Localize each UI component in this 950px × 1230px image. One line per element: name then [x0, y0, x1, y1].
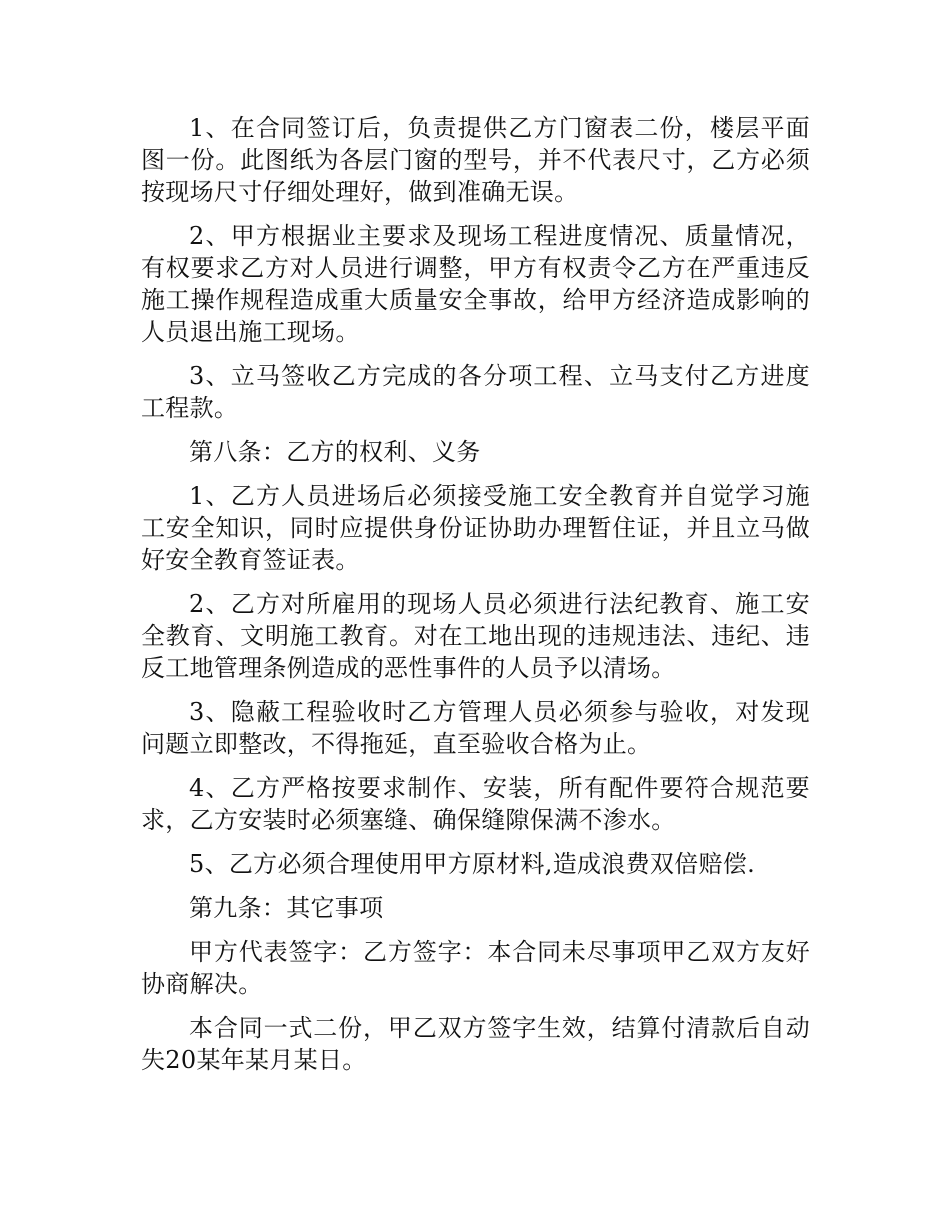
clause-paragraph: 3、立马签收乙方完成的各分项工程、立马支付乙方进度工程款。	[141, 362, 810, 422]
closing-paragraph: 本合同一式二份，甲乙双方签字生效，结算付清款后自动失20某年某月某日。	[141, 1014, 810, 1074]
section-heading-article-8: 第八条：乙方的权利、义务	[189, 438, 481, 466]
clause-paragraph: 1、在合同签订后，负责提供乙方门窗表二份，楼层平面图一份。此图纸为各层门窗的型号，并不代表尺寸，乙方必须按现场尺寸仔细处理好，做到准确无误。	[141, 114, 810, 206]
signature-paragraph: 甲方代表签字：乙方签字：本合同未尽事项甲乙双方友好协商解决。	[141, 938, 810, 998]
section-heading-article-9: 第九条：其它事项	[189, 894, 384, 922]
clause-paragraph: 2、甲方根据业主要求及现场工程进度情况、质量情况，有权要求乙方对人员进行调整，甲方有权责令乙方在严重违反施工操作规程造成重大质量安全事故，给甲方经济造成影响的人员退出施工现场。	[141, 222, 810, 346]
clause-paragraph: 4、乙方严格按要求制作、安装，所有配件要符合规范要求，乙方安装时必须塞缝、确保缝隙保满不渗水。	[141, 774, 810, 834]
clause-paragraph: 2、乙方对所雇用的现场人员必须进行法纪教育、施工安全教育、文明施工教育。对在工地出现的违规违法、违纪、违反工地管理条例造成的恶性事件的人员予以清场。	[141, 590, 810, 682]
clause-paragraph: 3、隐蔽工程验收时乙方管理人员必须参与验收，对发现问题立即整改，不得拖延，直至验收合格为止。	[141, 698, 810, 758]
clause-paragraph: 5、乙方必须合理使用甲方原材料,造成浪费双倍赔偿.	[189, 850, 756, 878]
clause-paragraph: 1、乙方人员进场后必须接受施工安全教育并自觉学习施工安全知识，同时应提供身份证协助办理暂住证，并且立马做好安全教育签证表。	[141, 482, 810, 574]
